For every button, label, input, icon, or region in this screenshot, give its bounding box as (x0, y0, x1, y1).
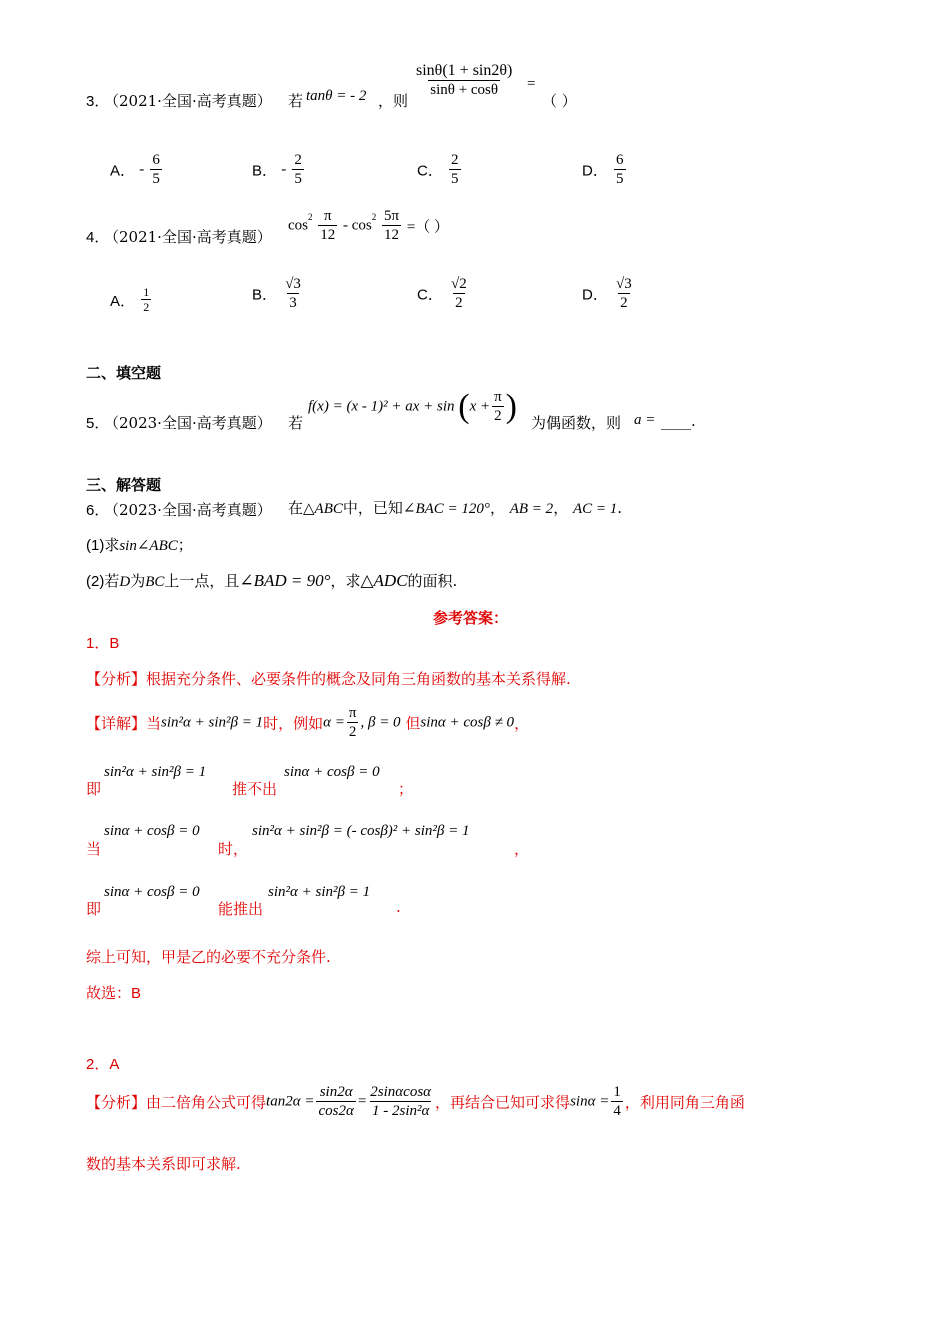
option-den: 2 (620, 294, 628, 311)
q5-post: 为偶函数，则 (531, 414, 622, 432)
option-den: 5 (294, 170, 302, 187)
q4-cos-2: cos (351, 217, 372, 234)
q4-f2-num: 5π (384, 208, 400, 224)
analysis-frac-num: 2sinαcosα (370, 1084, 432, 1100)
answer-1-detail-line2-end: ； (398, 780, 414, 798)
q4-option-c[interactable] (417, 276, 471, 312)
answer-1-detail-line4-text: 即 (86, 900, 102, 918)
analysis-text: 由二倍角公式可得 (146, 1093, 267, 1112)
answer-1-detail-line1 (86, 705, 529, 741)
option-label: C． (417, 162, 443, 180)
q5-arg-num: π (494, 389, 502, 406)
detail-math: α = (323, 714, 345, 731)
analysis-tag: 【分析】 (86, 1093, 147, 1112)
q4-square-1: 2 (308, 212, 313, 223)
answer-1-analysis (86, 668, 571, 689)
detail-frac-num: π (348, 705, 357, 721)
q3-frac-den: sinθ + cosθ (430, 81, 499, 98)
answers-title: 参考答案： (433, 609, 509, 627)
q4-option-b[interactable] (252, 276, 305, 312)
q3-paren: （ ） (542, 92, 577, 110)
answer-1-detail-line4-text2: 能推出 (218, 900, 264, 918)
answer-1-detail-line2-text2: 推不出 (232, 780, 278, 798)
answer-1-detail-line3-end: ， (514, 840, 530, 858)
q5-pre: 若 (288, 414, 304, 432)
q6-p2-text: 的面积. (407, 572, 458, 590)
option-den: 2 (455, 294, 463, 311)
q6-p2-text: 上一点，且 (164, 572, 240, 590)
answer-2-analysis-line1 (86, 1084, 745, 1120)
q5-func-text: f(x) = (x - 1)² + ax + sin (308, 398, 455, 415)
q6-text: 中，已知 (342, 499, 403, 517)
q6-p2-triangle: △ADC (360, 571, 408, 590)
option-num: 2 (451, 152, 459, 168)
option-num: √3 (285, 276, 301, 292)
analysis-frac-den: 1 - 2sin²α (371, 1102, 430, 1119)
q3-frac-num: sinθ(1 + sin2θ) (416, 62, 513, 79)
analysis-text: ，再结合已知可求得 (435, 1093, 571, 1112)
detail-text: ， (514, 714, 530, 733)
q4-f1-den: 12 (320, 226, 336, 243)
analysis-frac-den: 4 (613, 1102, 621, 1119)
q5-var: a = (634, 412, 656, 428)
q6-angle: ∠BAC = 120° (402, 501, 490, 517)
q6-line1 (288, 497, 622, 518)
answer-1-detail-line2-math1: sin²α + sin²β = 1 (104, 764, 207, 780)
q3-option-a[interactable] (110, 152, 164, 188)
q3-text-pre: 若 (288, 92, 304, 110)
q6-p2-text: 为 (130, 572, 146, 590)
q4-tail: =（ ） (406, 219, 450, 236)
analysis-frac-num: 1 (613, 1084, 621, 1100)
answer-1-detail-line2-math2: sinα + cosβ = 0 (284, 764, 380, 780)
option-num: 2 (294, 152, 302, 168)
section-heading-solve: 三、解答题 (86, 476, 162, 494)
q6-p2-d: D (119, 574, 131, 590)
q3-option-b[interactable] (252, 152, 306, 188)
answer-2-analysis-line2: 数的基本关系即可求解. (86, 1155, 241, 1173)
q3-option-c[interactable] (417, 152, 463, 188)
analysis-frac-den: cos2α (318, 1102, 354, 1119)
option-den: 3 (289, 294, 297, 311)
q6-triangle: △ABC (303, 501, 343, 517)
option-num: √2 (451, 276, 467, 292)
option-label: A． (110, 162, 136, 180)
option-label: D． (582, 162, 608, 180)
option-num: √3 (616, 276, 632, 292)
q4-f2-den: 12 (384, 226, 400, 243)
q6-sep: ， (553, 499, 569, 517)
q3-source: （2021·全国·高考真题） (104, 92, 272, 110)
q4-option-a[interactable] (110, 286, 153, 315)
q6-p1-expr: sin∠ABC (119, 538, 178, 554)
detail-math: sinα + cosβ ≠ 0 (420, 714, 515, 731)
q6-ab: AB = 2 (509, 501, 554, 517)
answer-1-detail-line3-text: 当 (86, 840, 102, 858)
q4-minus: - (343, 217, 348, 234)
option-label: B． (252, 162, 278, 180)
analysis-math: = (357, 1093, 367, 1110)
q4-source: （2021·全国·高考真题） (104, 228, 272, 246)
q4-option-d[interactable] (582, 276, 636, 312)
option-num: 1 (143, 285, 150, 299)
q3-fraction (412, 62, 516, 99)
q4-expression (288, 208, 449, 244)
q3-option-d[interactable] (582, 152, 628, 188)
answer-1-detail-line3-math1: sinα + cosβ = 0 (104, 823, 200, 839)
option-den: 2 (143, 300, 150, 315)
q5-arg-den: 2 (494, 407, 502, 424)
analysis-frac-num: sin2α (319, 1084, 353, 1100)
detail-frac-den: 2 (348, 723, 357, 740)
detail-tag: 【详解】 (86, 714, 147, 733)
answer-1-detail-line4-end: . (396, 898, 401, 916)
q6-ac: AC = 1 (572, 501, 618, 517)
option-num: 6 (152, 152, 160, 168)
q6-p1-label: (1)求 (86, 537, 120, 554)
option-den: 5 (451, 170, 459, 187)
q4-number: 4． (86, 229, 110, 246)
q5-number: 5． (86, 415, 110, 432)
q6-p2-text: ，求 (330, 572, 361, 590)
detail-text: 但 (405, 714, 421, 733)
q6-part1 (86, 534, 193, 555)
q3-condition: tanθ = - 2 (306, 88, 367, 104)
answer-1-head: 1．B (86, 635, 120, 652)
answer-1-detail-line3-text2: 时， (218, 840, 249, 858)
analysis-text: ，利用同角三角函 (624, 1093, 745, 1112)
section-heading-fill-blank: 二、填空题 (86, 364, 162, 382)
answer-1-detail-line4-math2: sin²α + sin²β = 1 (268, 884, 371, 900)
answer-2-head: 2．A (86, 1056, 120, 1073)
q5-arg-x: x + (469, 398, 491, 415)
q6-p2-angle: ∠BAD = 90° (239, 571, 331, 590)
option-label: A． (110, 292, 136, 310)
detail-text: 当 (146, 714, 162, 733)
q5-source: （2023·全国·高考真题） (104, 414, 272, 432)
option-label: B． (252, 286, 278, 304)
option-num: 6 (616, 152, 624, 168)
detail-text: 时，例如 (263, 714, 324, 733)
option-sign: - (139, 161, 145, 178)
detail-math: sin²α + sin²β = 1 (161, 714, 264, 731)
answer-1-summary: 综上可知，甲是乙的必要不充分条件. (86, 948, 331, 966)
q3-number: 3． (86, 93, 110, 110)
option-label: D． (582, 286, 608, 304)
option-den: 5 (152, 170, 160, 187)
q4-square-2: 2 (371, 212, 377, 223)
q6-source: （2023·全国·高考真题） (104, 501, 272, 519)
q3-equals: = (527, 76, 536, 92)
q6-sep: ， (489, 499, 505, 517)
analysis-math: sinα = (570, 1093, 610, 1110)
q6-p1-end: ； (177, 536, 193, 554)
answer-1-choice: 故选：B (86, 985, 142, 1002)
analysis-text: 根据充分条件、必要条件的概念及同角三角函数的基本关系得解. (146, 670, 571, 688)
q6-part2 (86, 570, 457, 591)
answer-1-detail-line2-text: 即 (86, 780, 102, 798)
q3-text-mid: ，则 (378, 92, 409, 110)
q4-cos-1: cos (288, 217, 308, 234)
analysis-math: tan2α = (266, 1093, 315, 1110)
answer-1-detail-line3-math2: sin²α + sin²β = (- cosβ)² + sin²β = 1 (252, 823, 470, 839)
q6-dot: . (617, 499, 623, 517)
q6-number: 6． (86, 502, 110, 519)
q5-function: f(x) = (x - 1)² + ax + sin (x + $\frac{\pi}{2}$ ) (308, 388, 517, 425)
q4-f1-num: π (323, 208, 332, 224)
analysis-tag: 【分析】 (86, 670, 147, 688)
answer-1-detail-line4-math1: sinα + cosβ = 0 (104, 884, 200, 900)
q6-text: 在 (288, 499, 304, 517)
option-sign: - (281, 161, 287, 178)
option-den: 5 (616, 170, 624, 187)
q5-blank[interactable]: ____. (661, 412, 696, 430)
detail-math: , β = 0 (360, 714, 401, 731)
option-label: C． (417, 286, 443, 304)
q6-p2-label: (2)若 (86, 573, 120, 590)
q6-p2-bc: BC (145, 574, 165, 590)
